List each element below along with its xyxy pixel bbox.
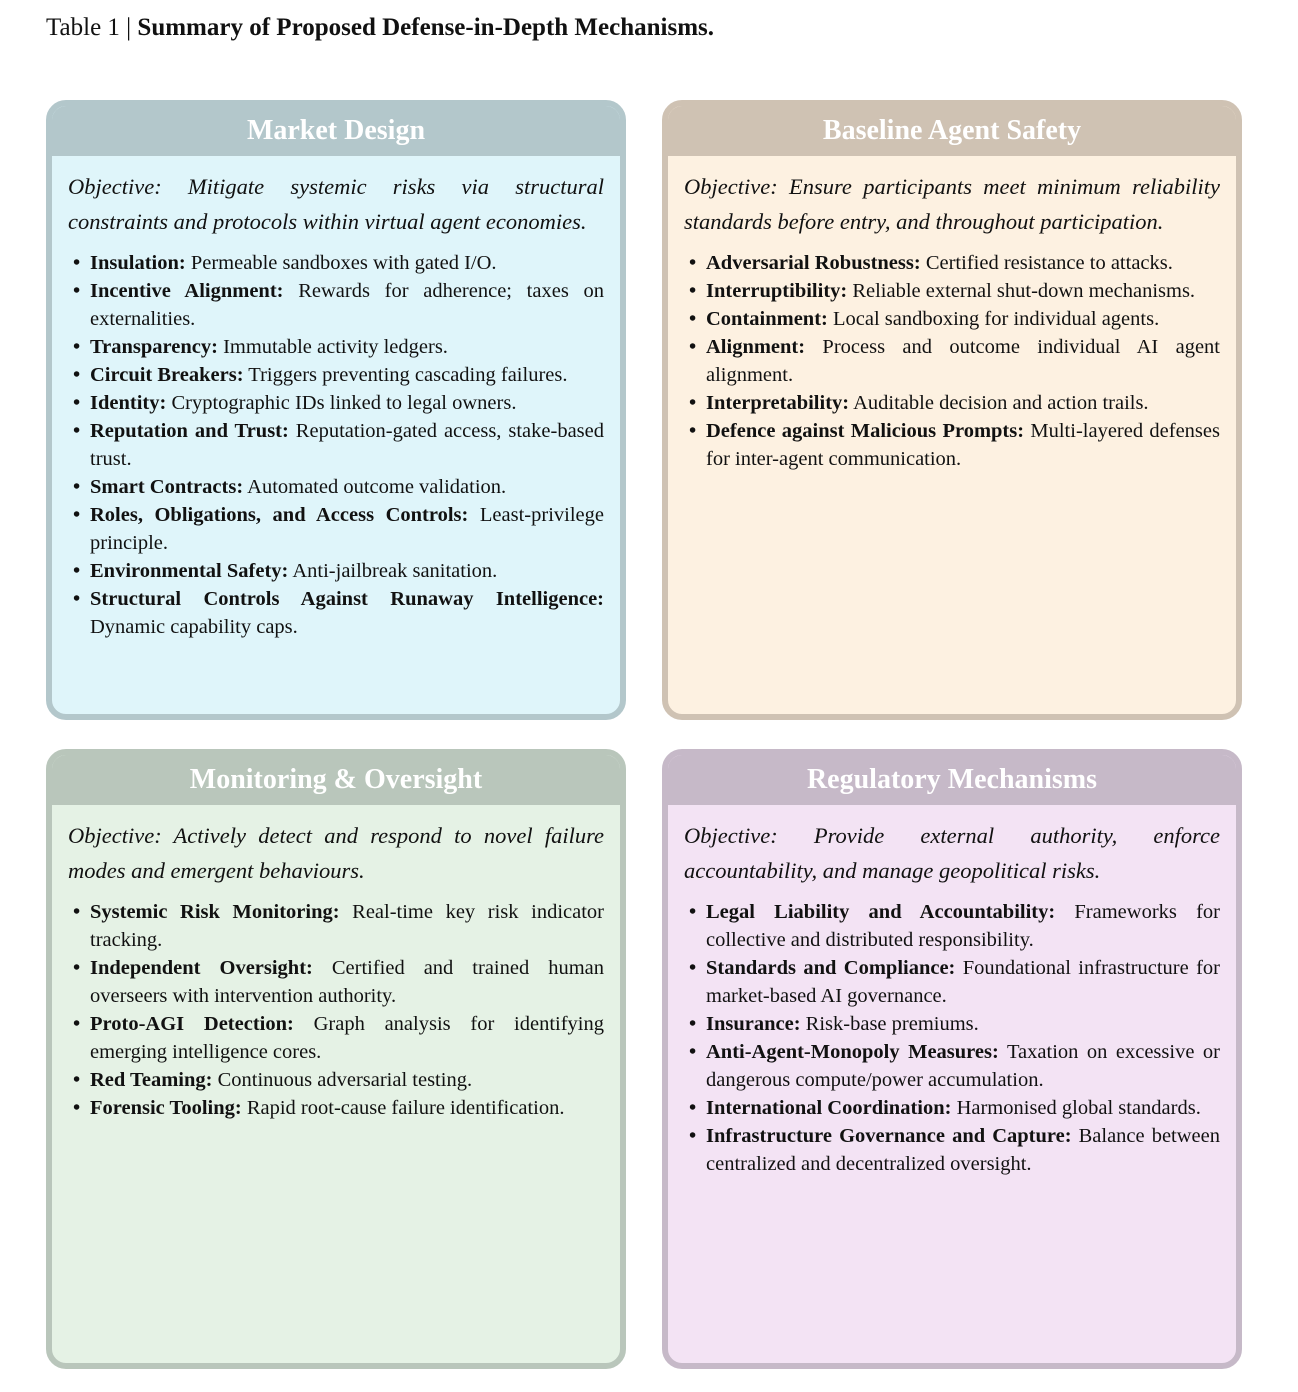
- item-term: Roles, Obligations, and Access Controls:: [90, 504, 469, 526]
- item-desc: Certified resistance to attacks.: [920, 252, 1173, 274]
- item-desc: Continuous adversarial testing.: [212, 1069, 473, 1091]
- item-desc: Real-time key risk indicator tracking.: [90, 901, 604, 951]
- regulatory-mechanisms-box: [662, 749, 1242, 1369]
- list-item: [68, 277, 604, 333]
- list-item: [684, 1094, 1220, 1122]
- item-term: Proto-AGI Detection:: [90, 1013, 294, 1035]
- list-item: [684, 305, 1220, 333]
- box-objective: Objective: Mitigate systemic risks via structural constraints and protocols within virtual agent economies.: [68, 174, 604, 234]
- item-desc: Cryptographic IDs linked to legal owners.: [166, 392, 517, 414]
- item-desc: Risk-base premiums.: [800, 1013, 979, 1035]
- box-body: [52, 805, 620, 1122]
- item-desc: Rapid root-cause failure identification.: [241, 1097, 565, 1119]
- list-item: [68, 361, 604, 389]
- list-item: [684, 417, 1220, 473]
- list-item: [684, 249, 1220, 277]
- box-title: Regulatory Mechanisms: [668, 755, 1236, 805]
- item-term: Insurance:: [706, 1013, 801, 1035]
- item-term: Containment:: [706, 308, 828, 330]
- caption-title: Summary of Proposed Defense-in-Depth Mechanisms.: [137, 14, 715, 41]
- item-term: Infrastructure Governance and Capture:: [706, 1125, 1072, 1147]
- list-item: [68, 389, 604, 417]
- caption-label: Table 1 |: [46, 14, 138, 41]
- item-desc: Triggers preventing cascading failures.: [243, 364, 568, 386]
- item-desc: Immutable activity ledgers.: [217, 336, 448, 358]
- list-item: [684, 898, 1220, 954]
- box-objective: Objective: Provide external authority, enforce accountability, and manage geopolitical risks.: [684, 823, 1220, 883]
- item-desc: Certified and trained human overseers with intervention authority.: [90, 957, 604, 1007]
- list-item: [68, 898, 604, 954]
- item-term: Legal Liability and Accountability:: [706, 901, 1056, 923]
- market-design-box: [46, 100, 626, 720]
- item-desc: Least-privilege principle.: [90, 504, 604, 554]
- item-desc: Graph analysis for identifying emerging intelligence cores.: [90, 1013, 605, 1063]
- list-item: [684, 1038, 1220, 1094]
- item-term: Alignment:: [706, 336, 806, 358]
- item-desc: Frameworks for collective and distributed responsibility.: [706, 901, 1220, 951]
- box-body: [668, 805, 1236, 1178]
- list-item: [684, 1010, 1220, 1038]
- item-term: Standards and Compliance:: [706, 957, 956, 979]
- list-item: [684, 1122, 1220, 1178]
- item-desc: Reputation-gated access, stake-based trust.: [90, 420, 604, 470]
- item-term: Interpretability:: [706, 392, 850, 414]
- box-objective: Objective: Ensure participants meet minimum reliability standards before entry, and throughout participation.: [684, 174, 1220, 234]
- item-term: Forensic Tooling:: [90, 1097, 242, 1119]
- list-item: [68, 585, 604, 641]
- item-term: Adversarial Robustness:: [706, 252, 921, 274]
- item-desc: Rewards for adherence; taxes on externalities.: [90, 280, 604, 330]
- item-desc: Harmonised global standards.: [951, 1097, 1201, 1119]
- baseline-agent-safety-box: [662, 100, 1242, 720]
- monitoring-oversight-box: [46, 749, 626, 1369]
- item-desc: Anti-jailbreak sanitation.: [288, 560, 498, 582]
- list-item: [68, 417, 604, 473]
- item-desc: Auditable decision and action trails.: [849, 392, 1149, 414]
- mechanism-list: [68, 249, 604, 641]
- list-item: [68, 954, 604, 1010]
- item-term: Identity:: [90, 392, 167, 414]
- item-desc: Reliable external shut-down mechanisms.: [847, 280, 1196, 302]
- item-desc: Permeable sandboxes with gated I/O.: [185, 252, 497, 274]
- item-term: Systemic Risk Monitoring:: [90, 901, 340, 923]
- table-caption: [46, 12, 714, 44]
- item-desc: Local sandboxing for individual agents.: [827, 308, 1160, 330]
- list-item: [684, 277, 1220, 305]
- list-item: [684, 333, 1220, 389]
- item-desc: Multi-layered defenses for inter-agent communication.: [706, 420, 1220, 470]
- mechanism-list: [684, 249, 1220, 473]
- list-item: [68, 501, 604, 557]
- list-item: [68, 1094, 604, 1122]
- list-item: [68, 1010, 604, 1066]
- item-desc: Taxation on excessive or dangerous compute/power accumulation.: [706, 1041, 1220, 1091]
- list-item: [68, 473, 604, 501]
- item-term: Independent Oversight:: [90, 957, 313, 979]
- item-desc: Balance between centralized and decentralized oversight.: [706, 1125, 1220, 1175]
- item-term: Circuit Breakers:: [90, 364, 244, 386]
- box-title: Monitoring & Oversight: [52, 755, 620, 805]
- box-body: [52, 156, 620, 641]
- item-term: Insulation:: [90, 252, 186, 274]
- item-term: Defence against Malicious Prompts:: [706, 420, 1025, 442]
- box-title: Market Design: [52, 106, 620, 156]
- list-item: [68, 557, 604, 585]
- item-term: Smart Contracts:: [90, 476, 244, 498]
- item-term: Incentive Alignment:: [90, 280, 284, 302]
- item-term: Environmental Safety:: [90, 560, 289, 582]
- item-term: Structural Controls Against Runaway Intelligence:: [90, 588, 604, 610]
- list-item: [684, 954, 1220, 1010]
- item-term: Transparency:: [90, 336, 218, 358]
- list-item: [68, 333, 604, 361]
- box-title: Baseline Agent Safety: [668, 106, 1236, 156]
- box-body: [668, 156, 1236, 473]
- box-objective: Objective: Actively detect and respond to novel failure modes and emergent behaviours.: [68, 823, 604, 883]
- item-term: Interruptibility:: [706, 280, 848, 302]
- mechanism-list: [68, 898, 604, 1122]
- item-term: Anti-Agent-Monopoly Measures:: [706, 1041, 999, 1063]
- item-term: Red Teaming:: [90, 1069, 213, 1091]
- item-desc: Process and outcome individual AI agent alignment.: [706, 336, 1220, 386]
- item-term: Reputation and Trust:: [90, 420, 289, 442]
- item-desc: Dynamic capability caps.: [90, 616, 298, 638]
- mechanism-list: [684, 898, 1220, 1178]
- item-desc: Automated outcome validation.: [243, 476, 507, 498]
- item-term: International Coordination:: [706, 1097, 952, 1119]
- list-item: [68, 1066, 604, 1094]
- list-item: [68, 249, 604, 277]
- item-desc: Foundational infrastructure for market-based AI governance.: [706, 957, 1220, 1007]
- list-item: [684, 389, 1220, 417]
